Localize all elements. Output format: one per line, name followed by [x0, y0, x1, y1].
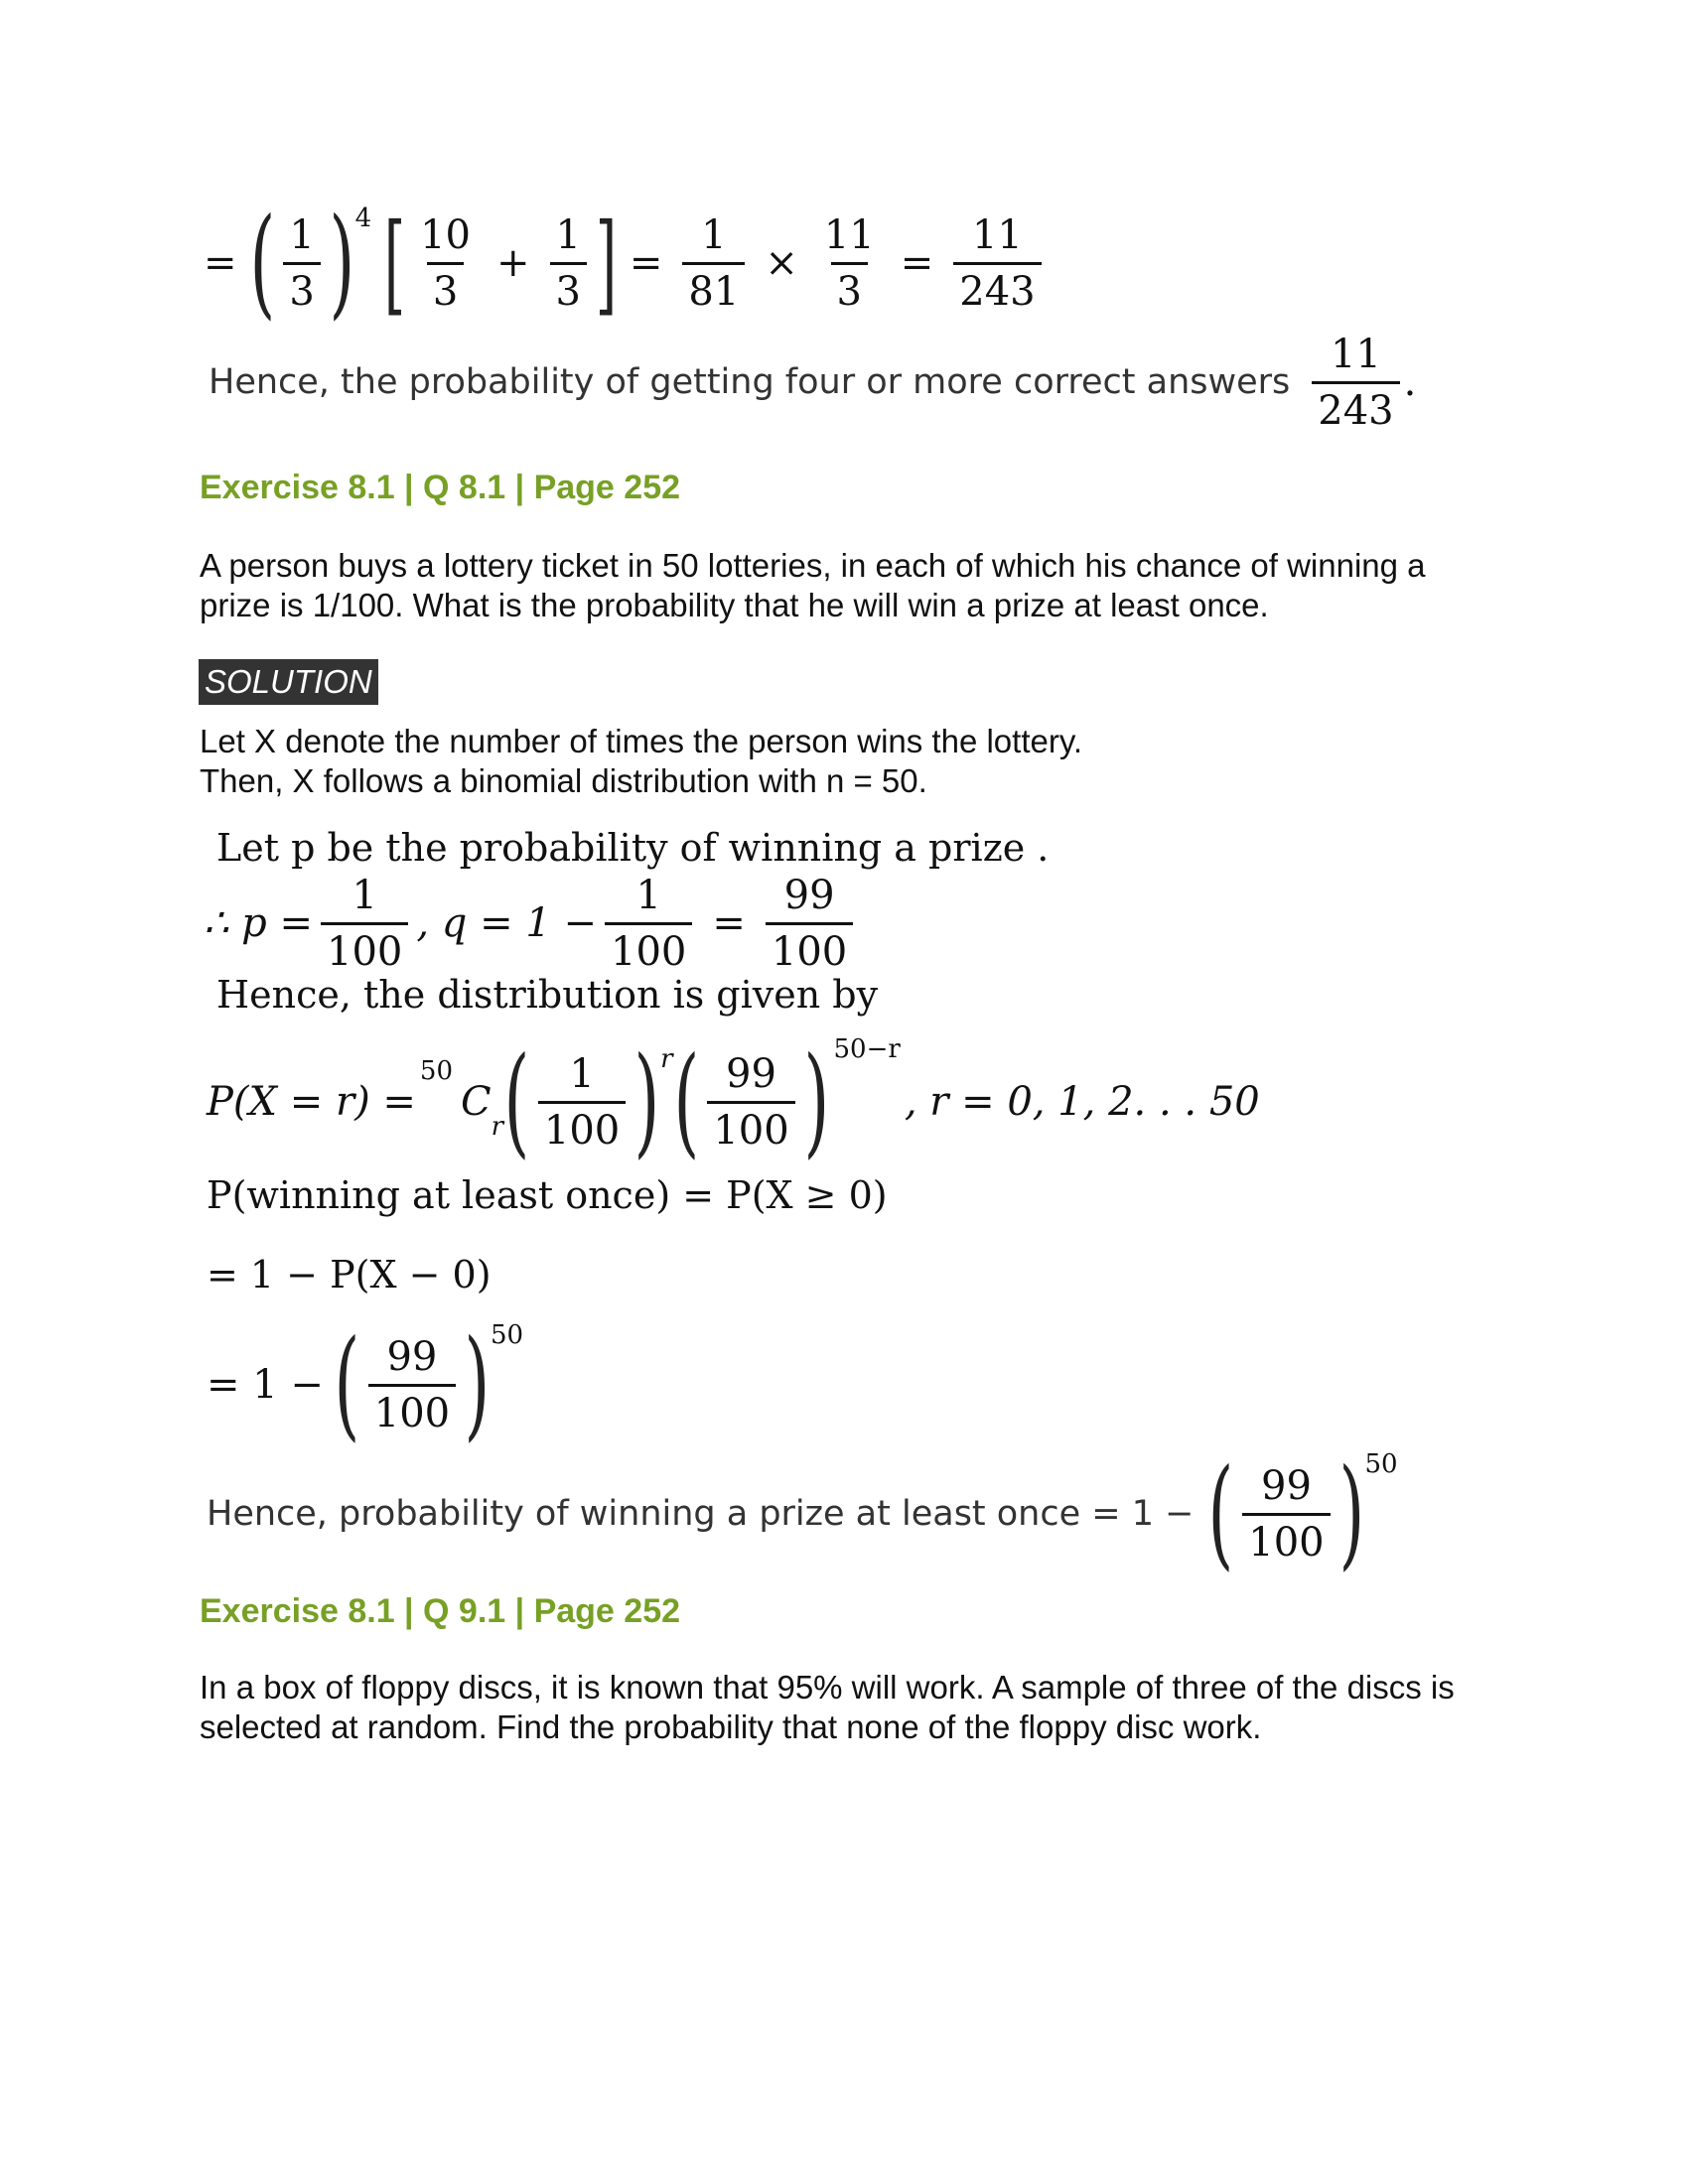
- q9-question: In a box of floppy discs, it is known that 95% will work. A sample of three of the discs is selected at random. Find the probability that none of the floppy disc work.: [200, 1669, 1455, 1745]
- term1-fraction: $\frac{10}{3}$: [420, 211, 471, 315]
- pmf-equation: P(X = r) = 50 C r ( $\frac{1}{100}$ ) r ( $\frac{99}{100}$ ) 50−r , r = 0, 1, 2. . . 50: [207, 1032, 1260, 1170]
- power-exponent: 4: [354, 204, 372, 233]
- q8-final-conclusion: Hence, probability of winning a prize at least once = 1 − ( $\frac{99}{100}$ ) 50: [207, 1444, 1398, 1582]
- step2-fraction: $\frac{99}{100}$: [368, 1336, 456, 1434]
- distribution-text: Hence, the distribution is given by: [216, 973, 879, 1017]
- pmf-fraction2: $\frac{99}{100}$: [707, 1053, 794, 1152]
- result1-fraction: $\frac{1}{81}$: [682, 214, 745, 313]
- q8-question: A person buys a lottery ticket in 50 lotteries, in each of which his chance of winning a prize is 1/100. What is the probability that he will win a prize at least once.: [200, 547, 1426, 623]
- pmf-fraction1: $\frac{1}{100}$: [538, 1053, 626, 1152]
- q8-solution-text: Let X denote the number of times the person wins the lottery. Then, X follows a binomial distribution with n = 50.: [200, 723, 1083, 799]
- win-line: P(winning at least once) = P(X ≥ 0): [207, 1173, 888, 1217]
- term2-fraction: $\frac{1}{3}$: [550, 214, 587, 313]
- q9-heading: Exercise 8.1 | Q 9.1 | Page 252: [200, 1592, 681, 1630]
- step1-line: = 1 − P(X − 0): [207, 1253, 492, 1297]
- solution-label: SOLUTION: [199, 659, 378, 705]
- p-fraction: $\frac{1}{100}$: [321, 875, 408, 973]
- conclusion-fraction: $\frac{11}{243}$: [1312, 334, 1399, 432]
- q7-conclusion: Hence, the probability of getting four or more correct answers $\frac{11}{243}$ .: [209, 331, 1417, 434]
- final-fraction: $\frac{11}{243}$: [953, 214, 1041, 313]
- let-p-line: Let p be the probability of winning a prize .: [216, 826, 1050, 870]
- step2-equation: = 1 − ( $\frac{99}{100}$ ) 50: [207, 1315, 524, 1453]
- q-result-fraction: $\frac{99}{100}$: [766, 875, 853, 973]
- top-equation: = ( $\frac{1}{3}$ ) 4 [ $\frac{10}{3}$ + $\frac{1}{3}$ ] = $\frac{1}{81}$ × $\frac{11}{3}$ = $\frac{11}{243}$: [204, 194, 1050, 333]
- p-q-equation: ∴ p = $\frac{1}{100}$ , q = 1 − $\frac{1}{100}$ = $\frac{99}{100}$: [204, 869, 861, 978]
- base-fraction: $\frac{1}{3}$: [283, 214, 320, 313]
- final-conclusion-fraction: $\frac{99}{100}$: [1242, 1465, 1330, 1564]
- q-fraction: $\frac{1}{100}$: [605, 875, 692, 973]
- result2-fraction: $\frac{11}{3}$: [823, 211, 875, 315]
- eq-sign: =: [204, 240, 237, 286]
- q8-heading: Exercise 8.1 | Q 8.1 | Page 252: [200, 469, 681, 506]
